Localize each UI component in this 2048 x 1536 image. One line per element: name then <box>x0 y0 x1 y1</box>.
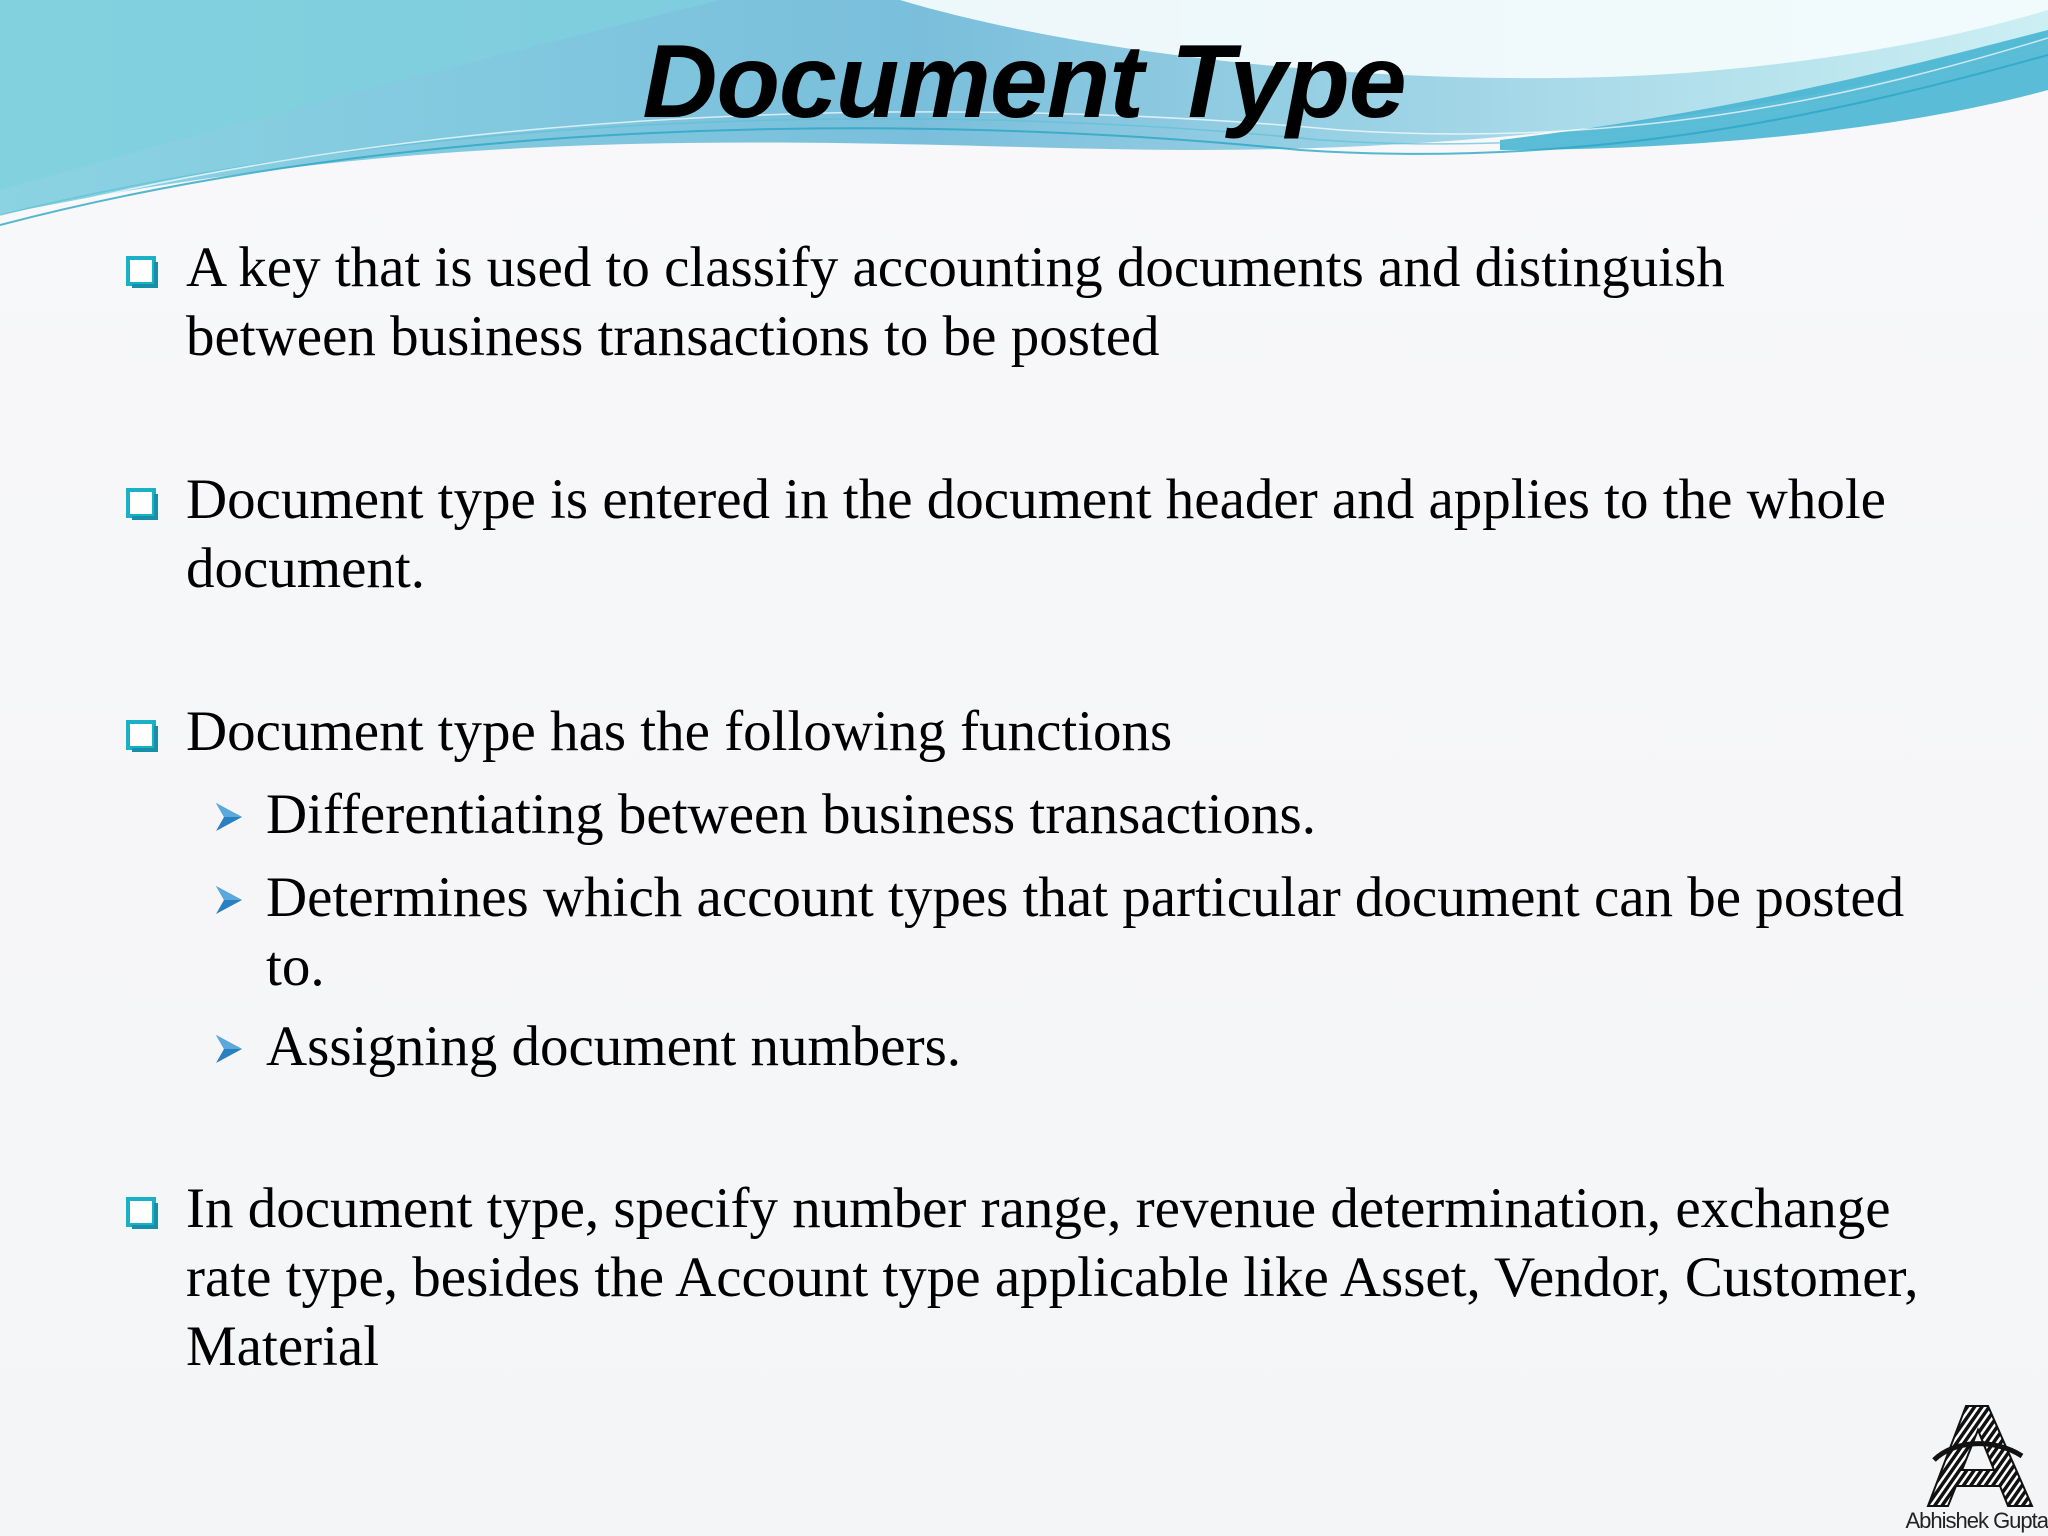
square-box-bullet-icon <box>126 256 158 288</box>
arrow-right-bullet-icon <box>214 800 244 834</box>
arrow-right-bullet-icon <box>214 1032 244 1066</box>
arrow-right-bullet-icon <box>214 883 244 917</box>
square-box-bullet-icon <box>126 720 158 752</box>
sub-bullet-text: Differentiating between business transactions. <box>266 783 1316 846</box>
bullet-text: In document type, specify number range, revenue determination, exchange rate type, besides the Account type applicable like Asset, Vendor, Customer, Material <box>186 1177 1919 1378</box>
bullet-text: Document type has the following functions <box>186 700 1173 763</box>
logo-caption: Abhishek Gupta <box>1905 1508 2048 1533</box>
square-box-bullet-icon <box>126 1197 158 1229</box>
sub-bullet-text: Determines which account types that particular document can be posted to. <box>266 866 1905 998</box>
bullet-text: Document type is entered in the document header and applies to the whole document. <box>186 468 1886 600</box>
sub-bullet-text: Assigning document numbers. <box>266 1015 962 1078</box>
bullet-text: A key that is used to classify accounting documents and distinguish between business transactions to be posted <box>186 236 1725 368</box>
slide-title: Document Type <box>642 24 1406 140</box>
square-box-bullet-icon <box>126 488 158 520</box>
